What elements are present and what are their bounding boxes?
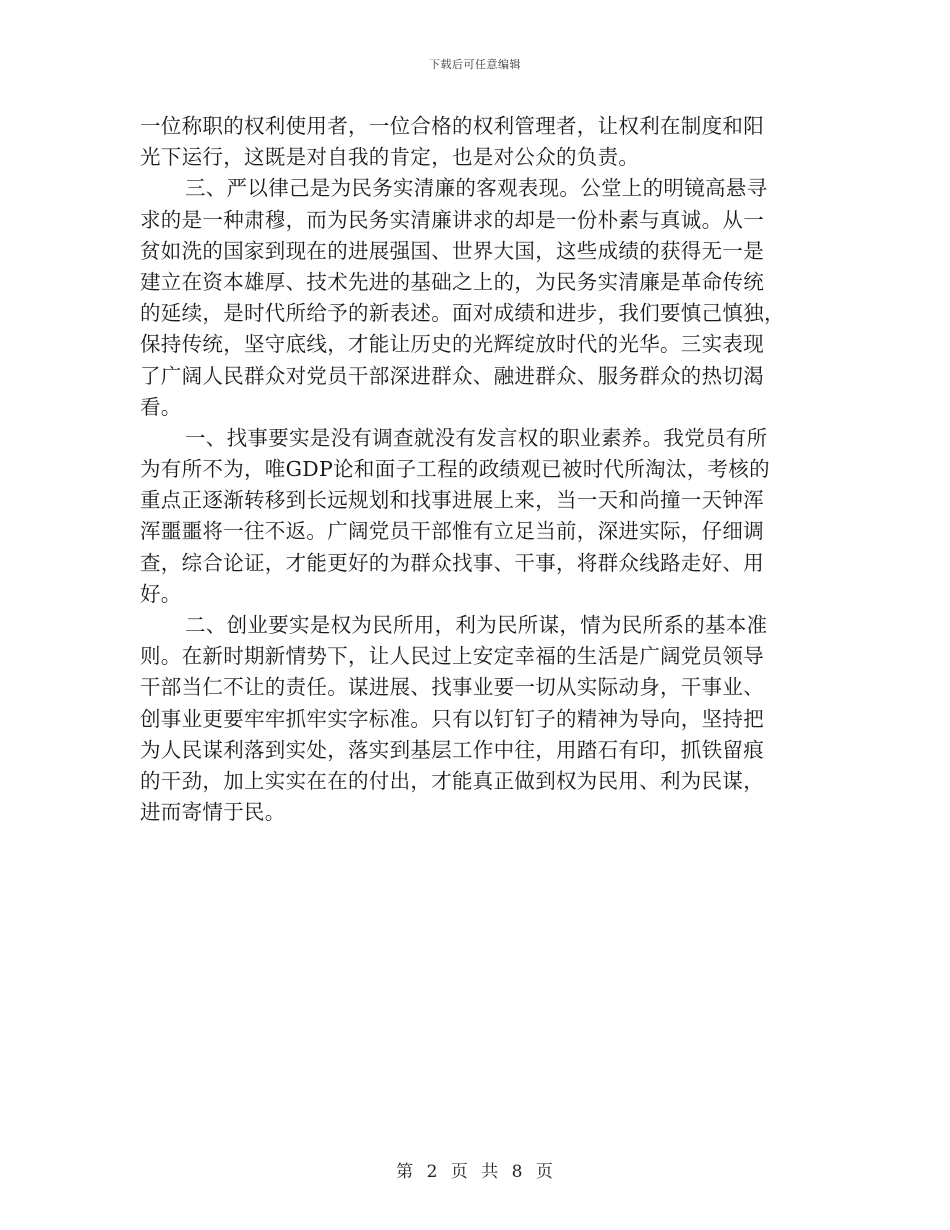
page-footer: 第 2 页 共 8 页 xyxy=(396,1162,554,1182)
text-line: 为人民谋利落到实处，落实到基层工作中往，用踏石有印，抓铁留痕 xyxy=(140,737,764,762)
paragraph-start-line: 二、创业要实是权为民所用，利为民所谋，情为民所系的基本准 xyxy=(185,613,768,637)
page-header: 下载后可任意编辑 xyxy=(429,58,521,71)
text-line: 浑噩噩将一往不返。广阔党员干部惟有立足当前，深进实际，仔细调 xyxy=(140,519,764,544)
text-line: 的延续，是时代所给予的新表述。面对成绩和进步，我们要慎己慎独， xyxy=(140,301,785,326)
text-line: 重点正逐渐转移到长远规划和找事进展上来，当一天和尚撞一天钟浑 xyxy=(140,488,764,513)
text-line: 一位称职的权利使用者，一位合格的权利管理者，让权利在制度和阳 xyxy=(140,114,764,138)
text-line: 进而寄情于民。 xyxy=(140,800,286,825)
text-line: 了广阔人民群众对党员干部深进群众、融进群众、服务群众的热切渴 xyxy=(140,363,764,388)
text-line: 干部当仁不让的责任。谋进展、找事业要一切从实际动身，干事业、 xyxy=(140,675,764,700)
text-line: 看。 xyxy=(140,394,182,419)
text-line: 贫如洗的国家到现在的进展强国、世界大国，这些成绩的获得无一是 xyxy=(140,238,764,263)
paragraph-start-line: 一、找事要实是没有调查就没有发言权的职业素养。我党员有所 xyxy=(185,425,768,450)
text-line: 保持传统，坚守底线，才能让历史的光辉绽放时代的光华。三实表现 xyxy=(140,332,764,357)
text-line: 建立在资本雄厚、技术先进的基础之上的，为民务实清廉是革命传统 xyxy=(140,269,764,294)
text-line: 求的是一种肃穆，而为民务实清廉讲求的却是一份朴素与真诚。从一 xyxy=(140,207,764,232)
paragraph-start-line: 三、严以律己是为民务实清廉的客观表现。公堂上的明镜高悬寻 xyxy=(185,176,768,201)
document-body xyxy=(140,111,802,828)
text-line: 的干劲，加上实实在在的付出，才能真正做到权为民用、利为民谋， xyxy=(140,768,764,793)
text-line: 创事业更要牢牢抓牢实字标准。只有以钉钉子的精神为导向，坚持把 xyxy=(140,706,764,731)
text-line: 光下运行，这既是对自我的肯定，也是对公众的负责。 xyxy=(140,145,640,170)
text-line: 好。 xyxy=(140,581,182,606)
text-line: 为有所不为，唯GDP论和面子工程的政绩观已被时代所淘汰，考核的 xyxy=(140,457,770,482)
text-line: 查，综合论证，才能更好的为群众找事、干事，将群众线路走好、用 xyxy=(140,550,764,575)
text-line: 则。在新时期新情势下，让人民过上安定幸福的生活是广阔党员领导 xyxy=(140,644,764,669)
